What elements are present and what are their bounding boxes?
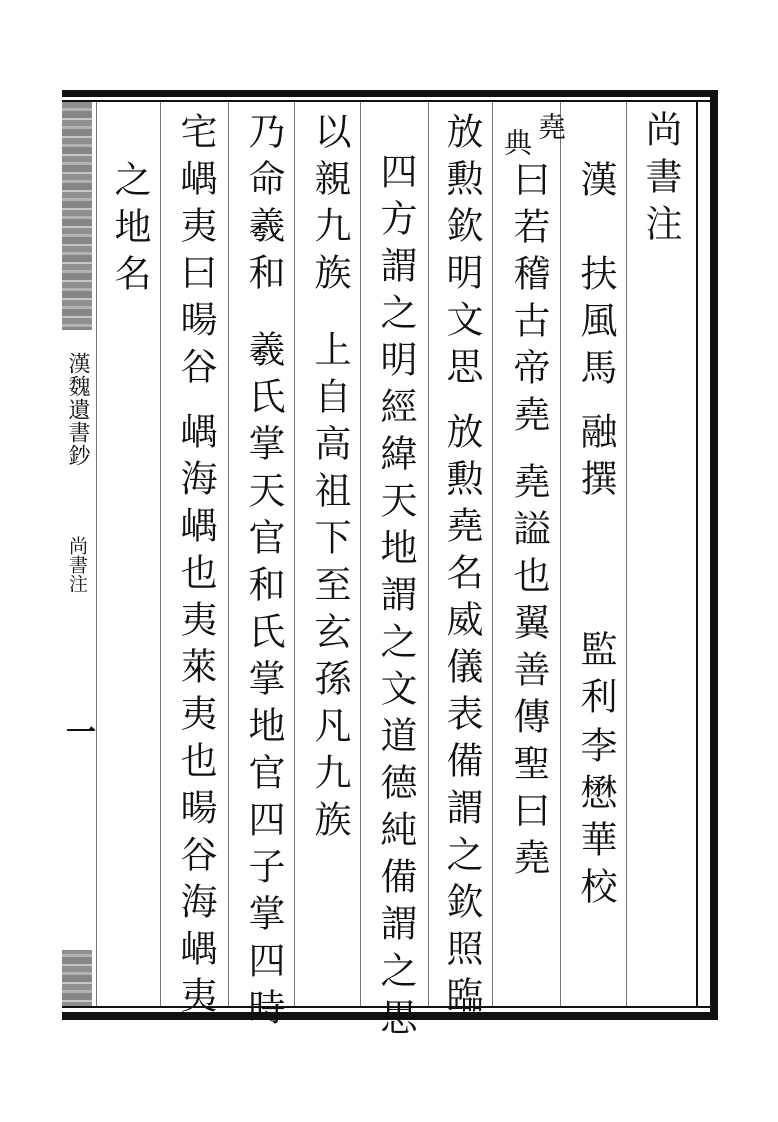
main-text: 曰若稽古帝堯 <box>507 160 550 442</box>
author-line: 漢 扶風馬 <box>574 160 617 395</box>
commentary-text: 嵎海嵎也夷萊夷也暘谷海嵎夷 <box>174 412 217 1023</box>
column-separator <box>96 102 97 1006</box>
column-separator <box>492 102 493 1006</box>
column-separator <box>428 102 429 1006</box>
editor-name: 李懋華校 <box>574 726 617 914</box>
editor-place: 監利 <box>574 630 617 724</box>
main-text: 乃命羲和 <box>242 112 285 300</box>
right-frame-rule <box>710 90 718 1020</box>
margin-section-title: 尚書注 <box>66 536 88 593</box>
commentary-text: 之地名 <box>108 160 151 301</box>
chapter-heading-2: 典 <box>500 128 533 156</box>
column-separator <box>626 102 627 1006</box>
top-frame-rule <box>62 90 710 97</box>
right-frame-inner-rule <box>696 102 698 1006</box>
commentary-text: 堯謚也翼善傳聖曰堯 <box>507 462 550 885</box>
margin-book-title: 漢魏遺書鈔 <box>65 352 90 467</box>
commentary-text: 四方謂之明經緯天地謂之文道德純備謂之思 <box>374 152 417 1045</box>
column-separator <box>294 102 295 1006</box>
column-separator <box>228 102 229 1006</box>
main-text: 放勲欽明文思 <box>440 112 483 394</box>
book-title: 尚書注 <box>639 110 682 251</box>
main-text: 以親九族 <box>308 112 351 300</box>
column-separator <box>360 102 361 1006</box>
author-role: 融撰 <box>574 412 617 506</box>
commentary-text: 上自高祖下至玄孫凡九族 <box>308 330 351 847</box>
margin-page-number: 一 <box>60 716 95 746</box>
main-text: 宅嵎夷曰暘谷 <box>174 112 217 394</box>
commentary-text: 放勲堯名威儀表備謂之欽照臨 <box>440 412 483 1023</box>
column-separator <box>560 102 561 1006</box>
column-separator <box>160 102 161 1006</box>
chapter-heading-1: 堯 <box>534 112 567 140</box>
commentary-text: 羲氏掌天官和氏掌地官四子掌四時 <box>242 330 285 1035</box>
